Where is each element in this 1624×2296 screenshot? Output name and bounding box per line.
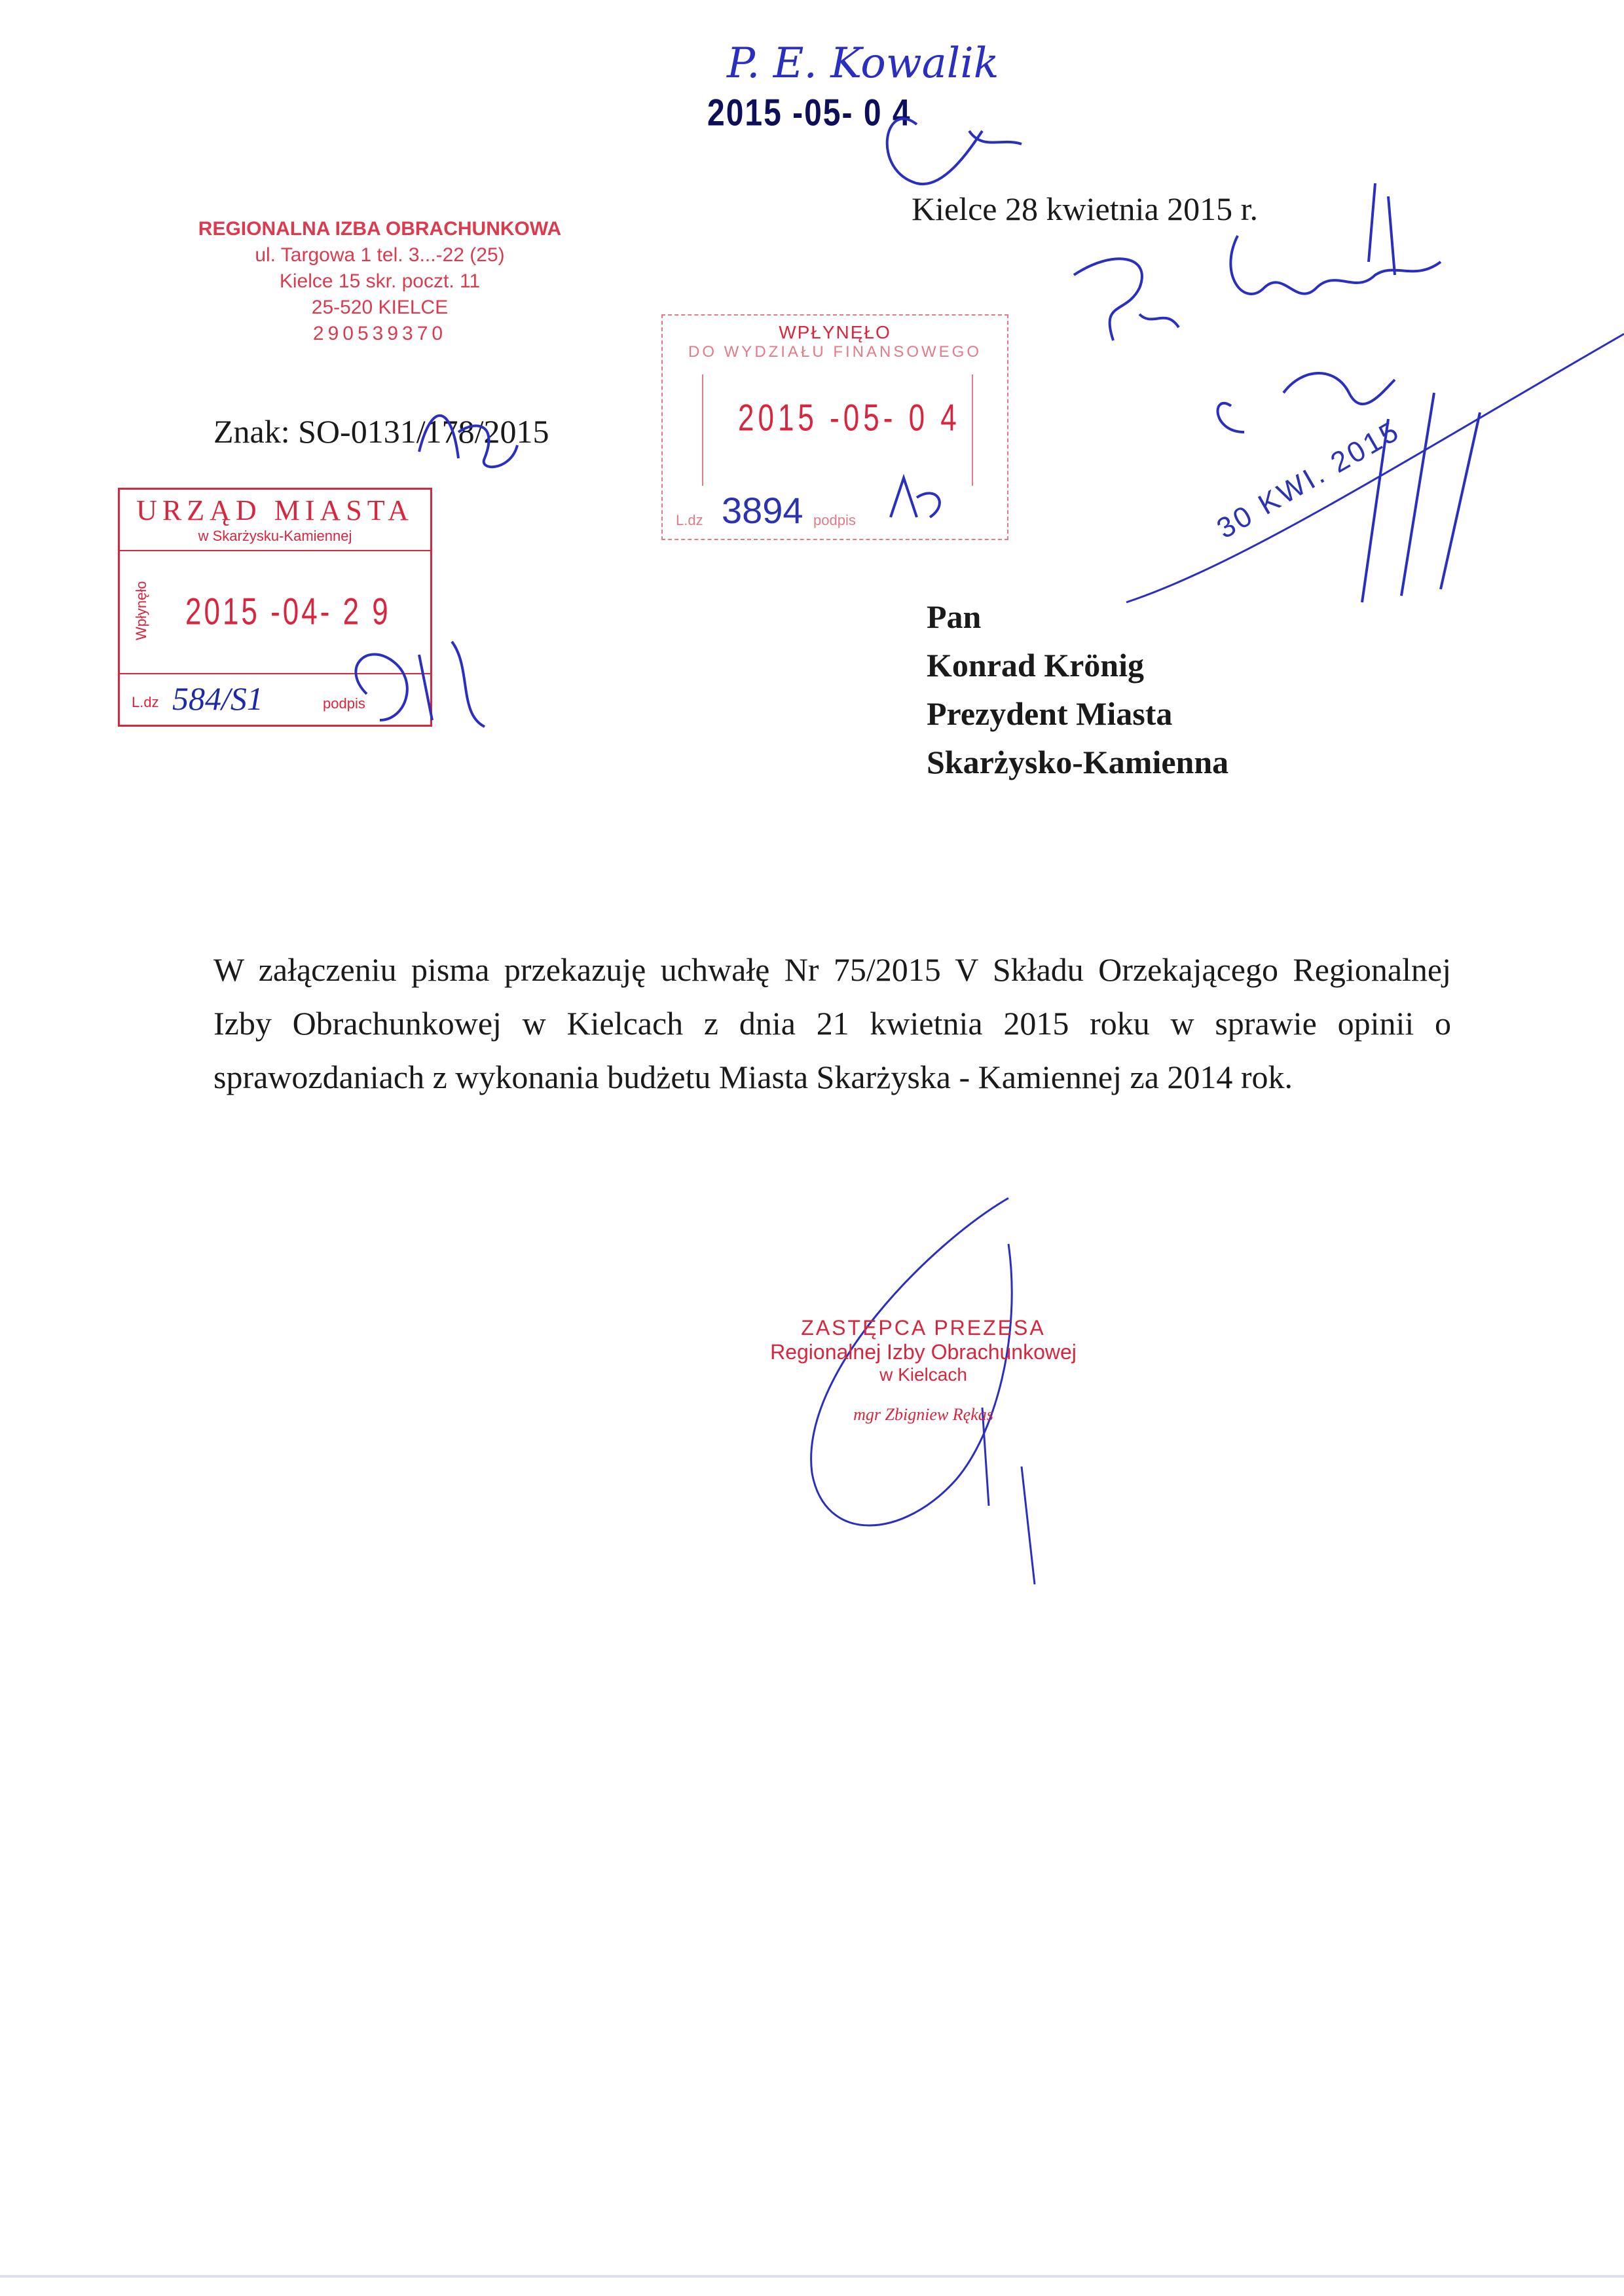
- incoming-stamp-ldz-number: 3894: [722, 490, 803, 531]
- addressee-line: Konrad Krönig: [927, 647, 1144, 683]
- addressee-block: [927, 592, 1228, 786]
- signature-stamp-line: Regionalnej Izby Obrachunkowej: [770, 1340, 1077, 1364]
- addressee-line: Prezydent Miasta: [927, 695, 1173, 732]
- signature-stamp-line: mgr Zbigniew Rękas: [853, 1405, 993, 1424]
- incoming-stamp-ldz-label: L.dz: [676, 512, 703, 528]
- sender-stamp-line: 290539370: [312, 323, 447, 344]
- letter-body: W załączeniu pisma przekazuję uchwałę Nr 75/2015 V Składu Orzekającego Regionalnej Izby Obrachunkowej w Kielcach z dnia 21 kwietnia 2015 roku w sprawie opinii o sprawozdaniach z wykonania budżetu Miasta Skarżyska - Kamiennej za 2014 rok.: [213, 951, 1451, 1095]
- letter-date: Kielce 28 kwietnia 2015 r.: [912, 191, 1259, 227]
- handwritten-note-top: P. E. Kowalik: [727, 39, 999, 88]
- city-stamp-ldz-label: L.dz: [132, 694, 159, 710]
- city-stamp-podpis-label: podpis: [323, 695, 365, 712]
- reference-number: Znak: SO-0131/178/2015: [213, 413, 549, 450]
- incoming-stamp-date: 2015 -05- 0 4: [738, 397, 961, 439]
- scan-edge: [0, 2275, 1624, 2278]
- incoming-stamp-podpis-label: podpis: [813, 512, 856, 528]
- signature-stamp-line: w Kielcach: [879, 1364, 967, 1385]
- signature-stamp-line: ZASTĘPCA PREZESA: [801, 1316, 1046, 1339]
- signature-stamp: [720, 1316, 1126, 1425]
- sender-stamp-line: ul. Targowa 1 tel. 3...-22 (25): [255, 244, 505, 266]
- received-date-stamp: 2015 -05- 0 4: [707, 92, 912, 134]
- incoming-stamp-title: WPŁYNĘŁO: [779, 322, 891, 342]
- city-stamp-title: URZĄD MIASTA: [136, 494, 414, 526]
- incoming-stamp-subtitle: DO WYDZIAŁU FINANSOWEGO: [688, 343, 982, 361]
- addressee-line: Pan: [927, 598, 982, 635]
- sender-stamp-line: REGIONALNA IZBA OBRACHUNKOWA: [198, 218, 562, 240]
- city-stamp-subtitle: w Skarżysku-Kamiennej: [198, 528, 352, 544]
- addressee-line: Skarżysko-Kamienna: [927, 744, 1229, 780]
- city-stamp-side-label: Wpłynęło: [133, 581, 149, 640]
- sender-stamp-line: Kielce 15 skr. poczt. 11: [279, 270, 481, 292]
- sender-stamp-line: 25-520 KIELCE: [311, 297, 449, 318]
- rotated-date-stamp: 30 KWI. 2015: [1211, 414, 1406, 545]
- city-stamp-date: 2015 -04- 2 9: [185, 591, 391, 633]
- city-stamp-ldz-number: 584/S1: [172, 680, 263, 717]
